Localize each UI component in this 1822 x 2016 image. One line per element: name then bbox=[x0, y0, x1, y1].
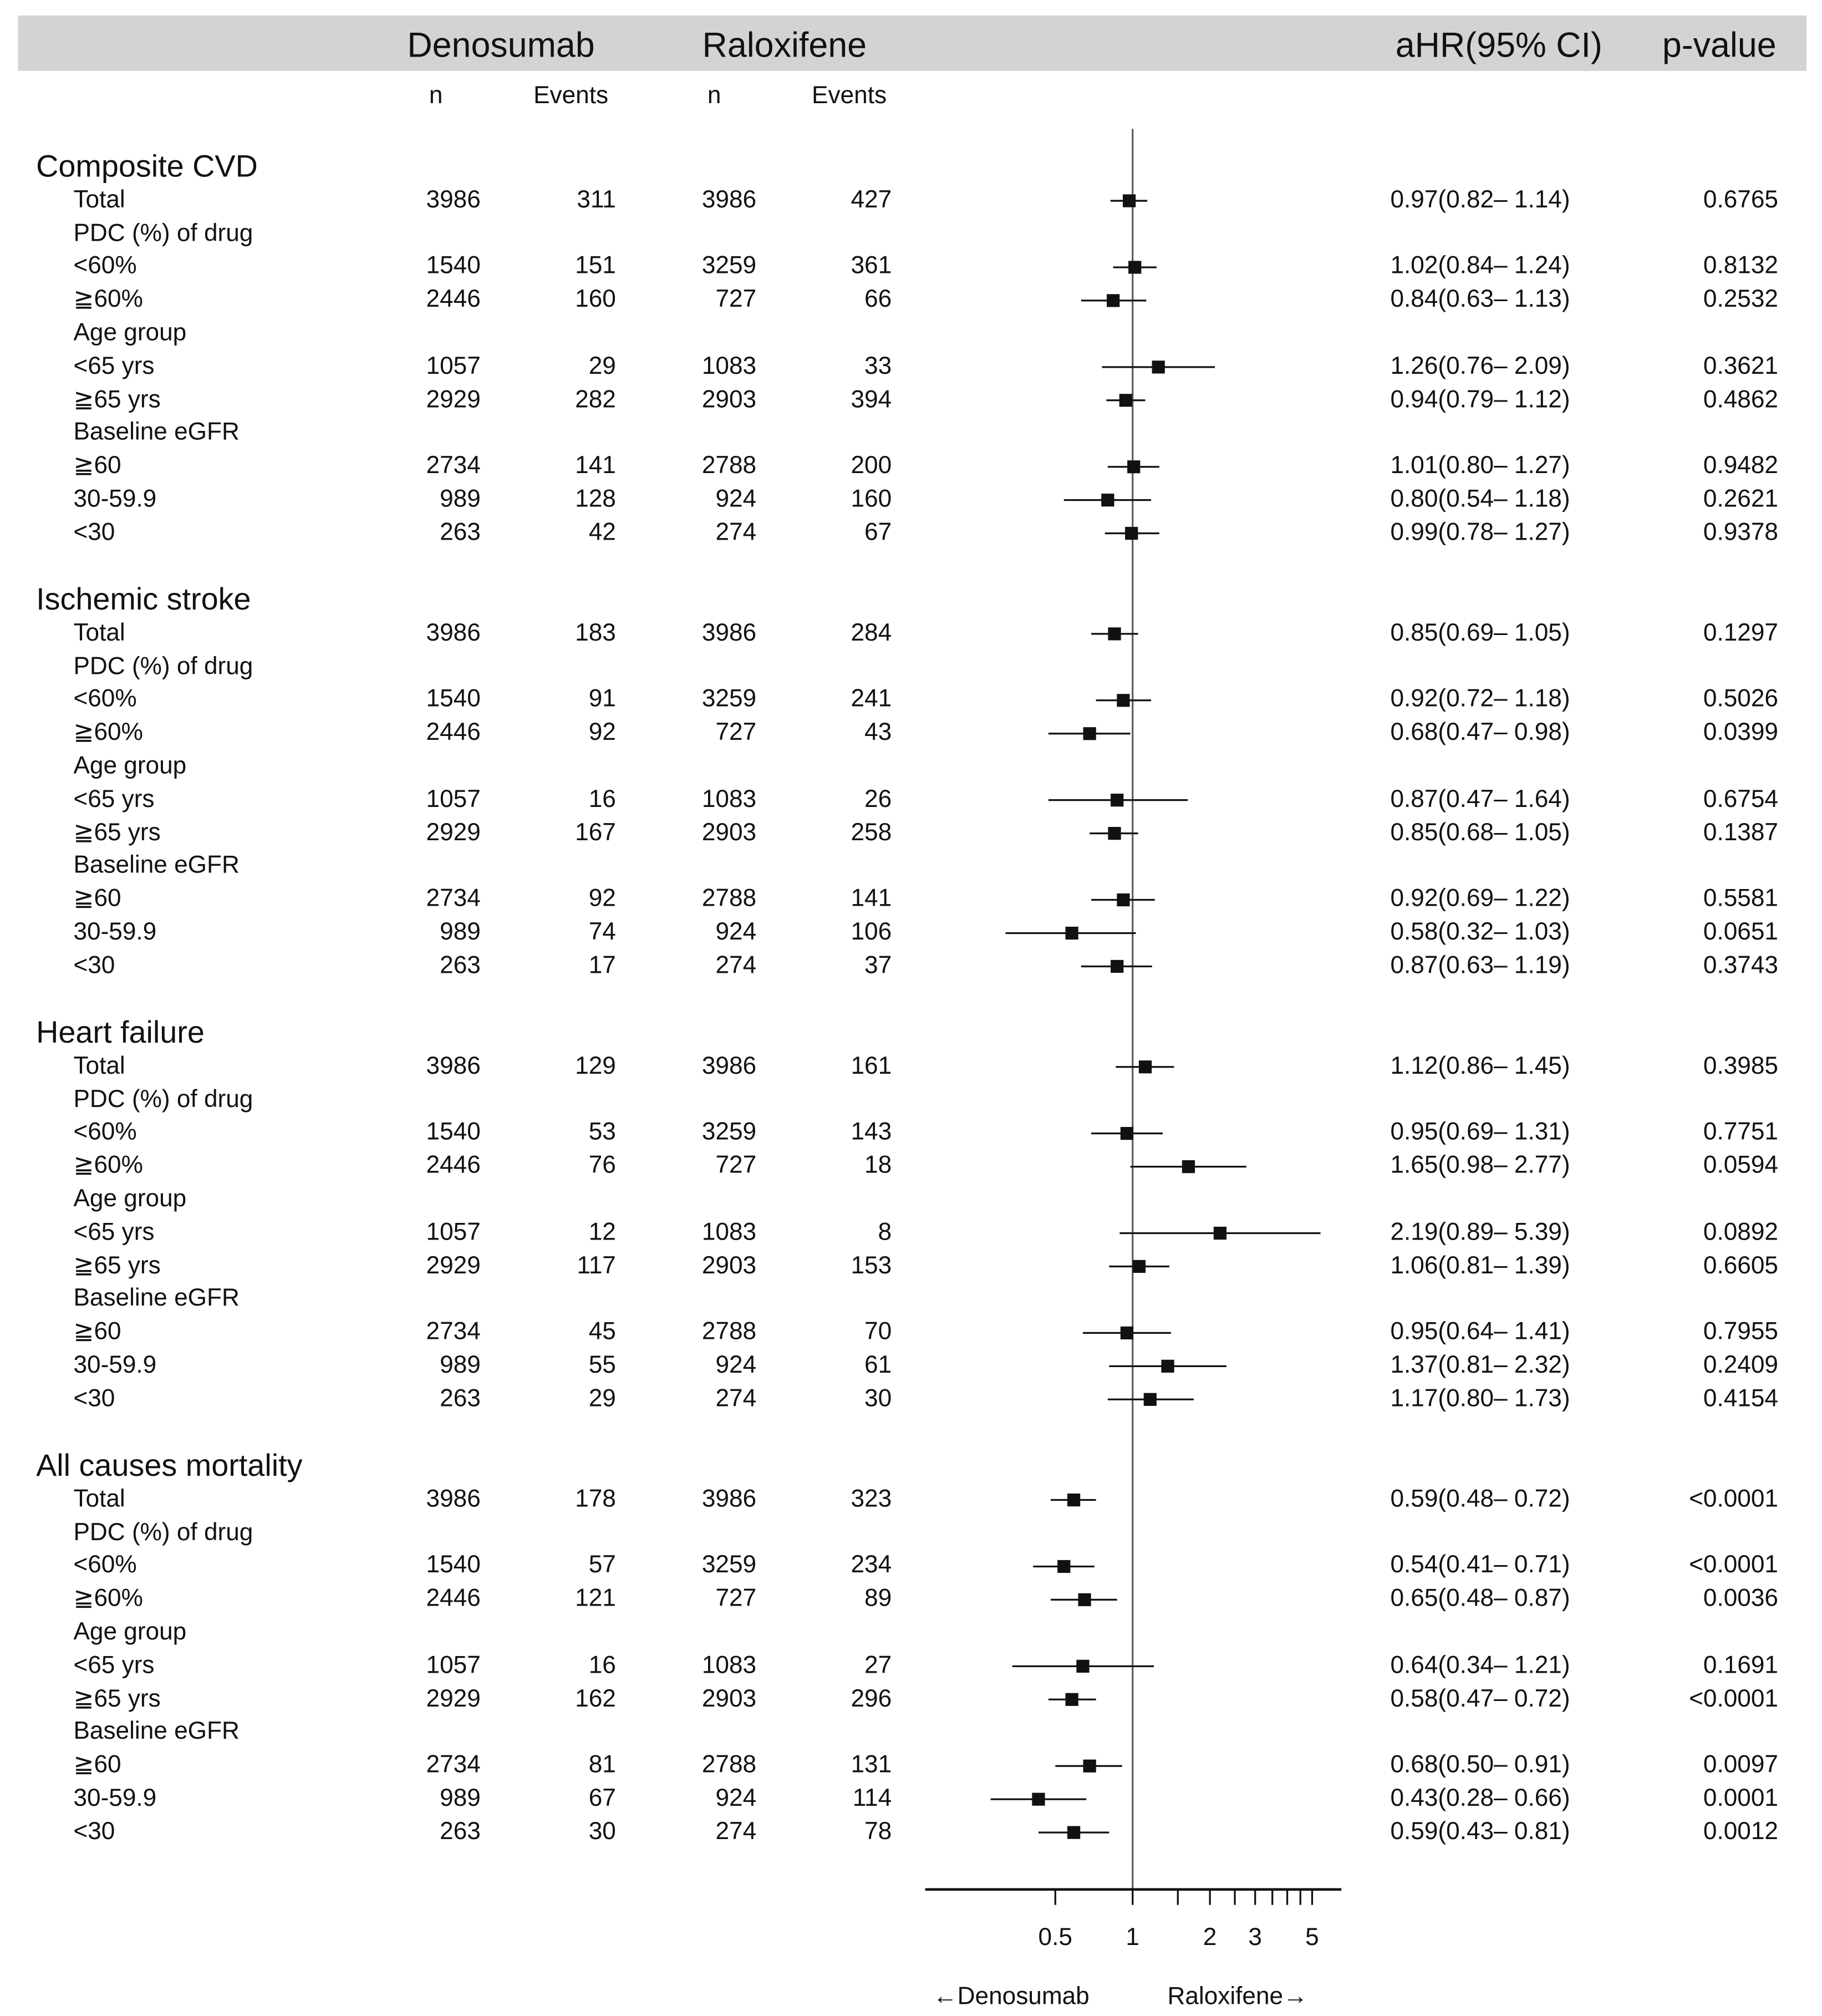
denosumab-events: 141 bbox=[575, 453, 616, 480]
p-value: <0.0001 bbox=[1689, 1552, 1778, 1580]
hr-marker bbox=[1127, 460, 1140, 473]
p-value: 0.3985 bbox=[1703, 1053, 1778, 1080]
hr-marker bbox=[1078, 1593, 1091, 1606]
denosumab-events: 121 bbox=[575, 1585, 616, 1613]
p-value: 0.6754 bbox=[1703, 786, 1778, 813]
p-value: 0.3743 bbox=[1703, 952, 1778, 979]
hr-marker bbox=[1108, 627, 1121, 640]
hr-marker bbox=[1067, 1826, 1080, 1839]
ahr-ci-text: 1.17(0.80– 1.73) bbox=[1390, 1385, 1570, 1413]
header-ahr: aHR(95% CI) bbox=[1395, 26, 1602, 65]
raloxifene-n: 2788 bbox=[701, 885, 757, 913]
row-label: ≧60% bbox=[73, 1585, 143, 1613]
hr-marker bbox=[1121, 1127, 1133, 1140]
denosumab-events: 282 bbox=[575, 386, 616, 414]
denosumab-n: 1540 bbox=[426, 253, 481, 281]
raloxifene-n: 3986 bbox=[701, 1485, 757, 1513]
hr-marker bbox=[1117, 893, 1129, 906]
ahr-ci-text: 1.26(0.76– 2.09) bbox=[1390, 353, 1570, 380]
section-title: Heart failure bbox=[36, 1015, 205, 1050]
favors-raloxifene-label: Raloxifene→ bbox=[1167, 1983, 1308, 2011]
raloxifene-n: 3986 bbox=[701, 1053, 757, 1080]
denosumab-events: 92 bbox=[588, 885, 616, 913]
row-label: Total bbox=[73, 1485, 125, 1513]
raloxifene-n: 274 bbox=[715, 1818, 757, 1846]
denosumab-n: 1540 bbox=[426, 1119, 481, 1146]
ahr-ci-text: 0.68(0.50– 0.91) bbox=[1390, 1751, 1570, 1779]
section-title: Ischemic stroke bbox=[36, 582, 251, 618]
subheader-raloxifene-events: Events bbox=[812, 82, 887, 110]
p-value: 0.3621 bbox=[1703, 353, 1778, 380]
denosumab-n: 3986 bbox=[426, 1485, 481, 1513]
denosumab-events: 30 bbox=[588, 1818, 616, 1846]
raloxifene-n: 727 bbox=[715, 719, 757, 747]
raloxifene-events: 296 bbox=[851, 1685, 892, 1713]
favors-denosumab-label: ←Denosumab bbox=[933, 1983, 1090, 2011]
denosumab-events: 16 bbox=[588, 786, 616, 813]
denosumab-events: 117 bbox=[577, 1252, 616, 1279]
denosumab-n: 2929 bbox=[426, 386, 481, 414]
denosumab-n: 2446 bbox=[426, 1585, 481, 1613]
ahr-ci-text: 1.01(0.80– 1.27) bbox=[1390, 453, 1570, 480]
ahr-ci-text: 0.59(0.43– 0.81) bbox=[1390, 1818, 1570, 1846]
denosumab-n: 1057 bbox=[426, 1218, 481, 1246]
p-value: 0.5581 bbox=[1703, 885, 1778, 913]
denosumab-events: 162 bbox=[575, 1685, 616, 1713]
group-label: Age group bbox=[73, 1185, 187, 1213]
denosumab-n: 3986 bbox=[426, 619, 481, 647]
denosumab-n: 2929 bbox=[426, 1685, 481, 1713]
denosumab-n: 3986 bbox=[426, 186, 481, 214]
denosumab-events: 178 bbox=[575, 1485, 616, 1513]
denosumab-events: 81 bbox=[588, 1751, 616, 1779]
raloxifene-events: 160 bbox=[851, 486, 892, 513]
hr-marker bbox=[1107, 294, 1119, 307]
raloxifene-events: 30 bbox=[864, 1385, 892, 1413]
denosumab-n: 2734 bbox=[426, 453, 481, 480]
hr-marker bbox=[1117, 694, 1129, 707]
raloxifene-events: 241 bbox=[851, 686, 892, 714]
ahr-ci-text: 0.87(0.47– 1.64) bbox=[1390, 786, 1570, 813]
raloxifene-n: 924 bbox=[715, 1352, 757, 1379]
row-label: 30-59.9 bbox=[73, 918, 157, 946]
raloxifene-n: 727 bbox=[715, 1585, 757, 1613]
denosumab-events: 128 bbox=[575, 486, 616, 513]
raloxifene-events: 141 bbox=[851, 885, 892, 913]
raloxifene-events: 67 bbox=[864, 519, 892, 546]
row-label: <65 yrs bbox=[73, 1218, 155, 1246]
ahr-ci-text: 0.58(0.32– 1.03) bbox=[1390, 918, 1570, 946]
raloxifene-n: 727 bbox=[715, 286, 757, 314]
raloxifene-events: 284 bbox=[851, 619, 892, 647]
raloxifene-events: 78 bbox=[864, 1818, 892, 1846]
hr-marker bbox=[1067, 1494, 1080, 1506]
denosumab-events: 29 bbox=[588, 353, 616, 380]
hr-marker bbox=[1066, 1693, 1078, 1706]
p-value: 0.1297 bbox=[1703, 619, 1778, 647]
denosumab-events: 129 bbox=[575, 1053, 616, 1080]
denosumab-n: 1057 bbox=[426, 353, 481, 380]
ahr-ci-text: 0.84(0.63– 1.13) bbox=[1390, 286, 1570, 314]
hr-marker bbox=[1128, 261, 1141, 273]
row-label: ≧60 bbox=[73, 1318, 121, 1346]
denosumab-n: 1057 bbox=[426, 786, 481, 813]
row-label: 30-59.9 bbox=[73, 486, 157, 513]
raloxifene-n: 274 bbox=[715, 952, 757, 979]
row-label: ≧60 bbox=[73, 885, 121, 913]
header-raloxifene: Raloxifene bbox=[702, 26, 867, 65]
hr-marker bbox=[1111, 960, 1123, 973]
denosumab-n: 2734 bbox=[426, 1318, 481, 1346]
denosumab-n: 2446 bbox=[426, 719, 481, 747]
hr-marker bbox=[1133, 1260, 1146, 1273]
raloxifene-events: 18 bbox=[864, 1152, 892, 1180]
raloxifene-events: 8 bbox=[878, 1218, 892, 1246]
p-value: 0.0097 bbox=[1703, 1751, 1778, 1779]
raloxifene-events: 200 bbox=[851, 453, 892, 480]
denosumab-events: 29 bbox=[588, 1385, 616, 1413]
p-value: 0.0892 bbox=[1703, 1218, 1778, 1246]
hr-marker bbox=[1152, 360, 1165, 373]
ahr-ci-text: 0.95(0.69– 1.31) bbox=[1390, 1119, 1570, 1146]
raloxifene-n: 3986 bbox=[701, 619, 757, 647]
raloxifene-n: 1083 bbox=[701, 786, 757, 813]
header-denosumab: Denosumab bbox=[407, 26, 595, 65]
p-value: 0.9482 bbox=[1703, 453, 1778, 480]
p-value: 0.2621 bbox=[1703, 486, 1778, 513]
subheader-denosumab-n: n bbox=[429, 82, 443, 110]
raloxifene-n: 1083 bbox=[701, 353, 757, 380]
hr-marker bbox=[1076, 1660, 1089, 1673]
raloxifene-n: 2903 bbox=[701, 1685, 757, 1713]
p-value: 0.0036 bbox=[1703, 1585, 1778, 1613]
row-label: <60% bbox=[73, 1119, 137, 1146]
raloxifene-events: 89 bbox=[864, 1585, 892, 1613]
group-label: Age group bbox=[73, 753, 187, 780]
p-value: 0.7751 bbox=[1703, 1119, 1778, 1146]
denosumab-events: 160 bbox=[575, 286, 616, 314]
p-value: 0.1387 bbox=[1703, 819, 1778, 846]
raloxifene-n: 2788 bbox=[701, 453, 757, 480]
raloxifene-n: 924 bbox=[715, 486, 757, 513]
hr-marker bbox=[1123, 194, 1136, 207]
denosumab-n: 989 bbox=[440, 918, 481, 946]
ahr-ci-text: 0.87(0.63– 1.19) bbox=[1390, 952, 1570, 979]
denosumab-events: 17 bbox=[588, 952, 616, 979]
denosumab-events: 55 bbox=[588, 1352, 616, 1379]
ahr-ci-text: 1.12(0.86– 1.45) bbox=[1390, 1053, 1570, 1080]
denosumab-events: 45 bbox=[588, 1318, 616, 1346]
hr-marker bbox=[1108, 827, 1121, 840]
raloxifene-n: 3259 bbox=[701, 686, 757, 714]
hr-marker bbox=[1139, 1060, 1152, 1073]
row-label: ≧60% bbox=[73, 286, 143, 314]
raloxifene-n: 924 bbox=[715, 1785, 757, 1812]
row-label: <30 bbox=[73, 519, 115, 546]
raloxifene-events: 143 bbox=[851, 1119, 892, 1146]
ahr-ci-text: 0.65(0.48– 0.87) bbox=[1390, 1585, 1570, 1613]
raloxifene-events: 70 bbox=[864, 1318, 892, 1346]
denosumab-events: 76 bbox=[588, 1152, 616, 1180]
denosumab-n: 263 bbox=[440, 1385, 481, 1413]
raloxifene-events: 323 bbox=[851, 1485, 892, 1513]
raloxifene-events: 131 bbox=[851, 1751, 892, 1779]
row-label: ≧60% bbox=[73, 719, 143, 747]
ahr-ci-text: 0.80(0.54– 1.18) bbox=[1390, 486, 1570, 513]
group-label: Baseline eGFR bbox=[73, 1285, 240, 1313]
row-label: <60% bbox=[73, 1552, 137, 1580]
row-label: ≧60% bbox=[73, 1152, 143, 1180]
header-pvalue: p-value bbox=[1662, 26, 1777, 65]
raloxifene-events: 258 bbox=[851, 819, 892, 846]
row-label: ≧60 bbox=[73, 1751, 121, 1779]
denosumab-events: 16 bbox=[588, 1652, 616, 1679]
raloxifene-events: 394 bbox=[851, 386, 892, 414]
x-tick-label: 0.5 bbox=[1038, 1924, 1072, 1952]
x-tick-label: 3 bbox=[1248, 1924, 1262, 1952]
hr-marker bbox=[1057, 1560, 1070, 1573]
raloxifene-n: 3259 bbox=[701, 1119, 757, 1146]
raloxifene-n: 3986 bbox=[701, 186, 757, 214]
raloxifene-events: 153 bbox=[851, 1252, 892, 1279]
raloxifene-n: 924 bbox=[715, 918, 757, 946]
raloxifene-n: 1083 bbox=[701, 1218, 757, 1246]
p-value: 0.0012 bbox=[1703, 1818, 1778, 1846]
row-label: <65 yrs bbox=[73, 1652, 155, 1679]
raloxifene-n: 2903 bbox=[701, 1252, 757, 1279]
hr-marker bbox=[1119, 394, 1132, 407]
ahr-ci-text: 1.02(0.84– 1.24) bbox=[1390, 253, 1570, 281]
x-tick-label: 1 bbox=[1126, 1924, 1139, 1952]
denosumab-n: 263 bbox=[440, 519, 481, 546]
row-label: 30-59.9 bbox=[73, 1352, 157, 1379]
ahr-ci-text: 1.37(0.81– 2.32) bbox=[1390, 1352, 1570, 1379]
p-value: 0.1691 bbox=[1703, 1652, 1778, 1679]
p-value: 0.0651 bbox=[1703, 918, 1778, 946]
p-value: 0.2532 bbox=[1703, 286, 1778, 314]
raloxifene-n: 2903 bbox=[701, 386, 757, 414]
row-label: 30-59.9 bbox=[73, 1785, 157, 1812]
hr-marker bbox=[1066, 927, 1078, 940]
ahr-ci-text: 0.99(0.78– 1.27) bbox=[1390, 519, 1570, 546]
denosumab-events: 67 bbox=[588, 1785, 616, 1812]
ahr-ci-text: 0.92(0.69– 1.22) bbox=[1390, 885, 1570, 913]
denosumab-n: 2929 bbox=[426, 1252, 481, 1279]
hr-marker bbox=[1161, 1360, 1174, 1373]
denosumab-n: 989 bbox=[440, 486, 481, 513]
x-tick-label: 5 bbox=[1305, 1924, 1319, 1952]
row-label: <30 bbox=[73, 1818, 115, 1846]
ahr-ci-text: 0.54(0.41– 0.71) bbox=[1390, 1552, 1570, 1580]
subheader-raloxifene-n: n bbox=[707, 82, 721, 110]
p-value: <0.0001 bbox=[1689, 1685, 1778, 1713]
hr-marker bbox=[1111, 794, 1123, 806]
group-label: PDC (%) of drug bbox=[73, 1086, 253, 1113]
denosumab-n: 2734 bbox=[426, 885, 481, 913]
group-label: Age group bbox=[73, 319, 187, 347]
p-value: 0.0001 bbox=[1703, 1785, 1778, 1812]
raloxifene-events: 66 bbox=[864, 286, 892, 314]
x-tick-label: 2 bbox=[1203, 1924, 1217, 1952]
p-value: 0.0594 bbox=[1703, 1152, 1778, 1180]
ahr-ci-text: 1.65(0.98– 2.77) bbox=[1390, 1152, 1570, 1180]
p-value: 0.7955 bbox=[1703, 1318, 1778, 1346]
denosumab-events: 151 bbox=[575, 253, 616, 281]
hr-marker bbox=[1083, 1760, 1096, 1773]
group-label: Age group bbox=[73, 1618, 187, 1646]
subheader-denosumab-events: Events bbox=[533, 82, 609, 110]
denosumab-n: 263 bbox=[440, 952, 481, 979]
row-label: <65 yrs bbox=[73, 786, 155, 813]
group-label: Baseline eGFR bbox=[73, 852, 240, 880]
denosumab-events: 42 bbox=[588, 519, 616, 546]
hr-marker bbox=[1121, 1327, 1133, 1339]
raloxifene-n: 3259 bbox=[701, 1552, 757, 1580]
raloxifene-events: 427 bbox=[851, 186, 892, 214]
ahr-ci-text: 0.97(0.82– 1.14) bbox=[1390, 186, 1570, 214]
hr-marker bbox=[1083, 727, 1096, 740]
row-label: ≧65 yrs bbox=[73, 819, 161, 846]
group-label: PDC (%) of drug bbox=[73, 1519, 253, 1546]
row-label: <60% bbox=[73, 686, 137, 714]
denosumab-n: 989 bbox=[440, 1352, 481, 1379]
denosumab-n: 2446 bbox=[426, 286, 481, 314]
ahr-ci-text: 0.59(0.48– 0.72) bbox=[1390, 1485, 1570, 1513]
hr-marker bbox=[1032, 1793, 1045, 1806]
group-label: PDC (%) of drug bbox=[73, 220, 253, 247]
raloxifene-events: 37 bbox=[864, 952, 892, 979]
raloxifene-n: 2788 bbox=[701, 1318, 757, 1346]
hr-marker bbox=[1144, 1393, 1157, 1406]
raloxifene-n: 274 bbox=[715, 519, 757, 546]
ahr-ci-text: 0.92(0.72– 1.18) bbox=[1390, 686, 1570, 714]
ahr-ci-text: 0.64(0.34– 1.21) bbox=[1390, 1652, 1570, 1679]
row-label: <30 bbox=[73, 1385, 115, 1413]
denosumab-events: 91 bbox=[588, 686, 616, 714]
raloxifene-n: 2788 bbox=[701, 1751, 757, 1779]
row-label: ≧65 yrs bbox=[73, 1685, 161, 1713]
row-label: Total bbox=[73, 619, 125, 647]
denosumab-events: 53 bbox=[588, 1119, 616, 1146]
section-title: Composite CVD bbox=[36, 149, 258, 185]
ahr-ci-text: 0.85(0.69– 1.05) bbox=[1390, 619, 1570, 647]
p-value: 0.0399 bbox=[1703, 719, 1778, 747]
ahr-ci-text: 0.43(0.28– 0.66) bbox=[1390, 1785, 1570, 1812]
row-label: Total bbox=[73, 186, 125, 214]
p-value: 0.4154 bbox=[1703, 1385, 1778, 1413]
ahr-ci-text: 0.94(0.79– 1.12) bbox=[1390, 386, 1570, 414]
p-value: 0.6765 bbox=[1703, 186, 1778, 214]
hr-marker bbox=[1214, 1227, 1226, 1240]
hr-marker bbox=[1182, 1160, 1195, 1173]
ahr-ci-text: 0.58(0.47– 0.72) bbox=[1390, 1685, 1570, 1713]
denosumab-n: 2929 bbox=[426, 819, 481, 846]
denosumab-n: 989 bbox=[440, 1785, 481, 1812]
group-label: PDC (%) of drug bbox=[73, 653, 253, 681]
p-value: 0.9378 bbox=[1703, 519, 1778, 546]
ahr-ci-text: 1.06(0.81– 1.39) bbox=[1390, 1252, 1570, 1279]
denosumab-events: 311 bbox=[577, 186, 616, 214]
raloxifene-events: 26 bbox=[864, 786, 892, 813]
denosumab-n: 2446 bbox=[426, 1152, 481, 1180]
raloxifene-n: 3259 bbox=[701, 253, 757, 281]
p-value: 0.4862 bbox=[1703, 386, 1778, 414]
ahr-ci-text: 0.85(0.68– 1.05) bbox=[1390, 819, 1570, 846]
raloxifene-n: 2903 bbox=[701, 819, 757, 846]
raloxifene-events: 161 bbox=[851, 1053, 892, 1080]
ahr-ci-text: 0.95(0.64– 1.41) bbox=[1390, 1318, 1570, 1346]
raloxifene-events: 61 bbox=[864, 1352, 892, 1379]
raloxifene-events: 33 bbox=[864, 353, 892, 380]
p-value: 0.5026 bbox=[1703, 686, 1778, 714]
denosumab-events: 92 bbox=[588, 719, 616, 747]
row-label: Total bbox=[73, 1053, 125, 1080]
denosumab-events: 57 bbox=[588, 1552, 616, 1580]
row-label: ≧65 yrs bbox=[73, 1252, 161, 1279]
group-label: Baseline eGFR bbox=[73, 1718, 240, 1746]
raloxifene-events: 114 bbox=[852, 1785, 892, 1812]
denosumab-events: 74 bbox=[588, 918, 616, 946]
denosumab-n: 1540 bbox=[426, 686, 481, 714]
ahr-ci-text: 0.68(0.47– 0.98) bbox=[1390, 719, 1570, 747]
p-value: 0.6605 bbox=[1703, 1252, 1778, 1279]
denosumab-events: 167 bbox=[575, 819, 616, 846]
denosumab-n: 1540 bbox=[426, 1552, 481, 1580]
row-label: <30 bbox=[73, 952, 115, 979]
group-label: Baseline eGFR bbox=[73, 419, 240, 446]
denosumab-n: 3986 bbox=[426, 1053, 481, 1080]
raloxifene-events: 106 bbox=[851, 918, 892, 946]
denosumab-events: 12 bbox=[588, 1218, 616, 1246]
ahr-ci-text: 2.19(0.89– 5.39) bbox=[1390, 1218, 1570, 1246]
row-label: ≧65 yrs bbox=[73, 386, 161, 414]
hr-marker bbox=[1101, 494, 1114, 506]
row-label: <60% bbox=[73, 253, 137, 281]
raloxifene-n: 727 bbox=[715, 1152, 757, 1180]
denosumab-n: 263 bbox=[440, 1818, 481, 1846]
raloxifene-events: 234 bbox=[851, 1552, 892, 1580]
denosumab-events: 183 bbox=[575, 619, 616, 647]
p-value: <0.0001 bbox=[1689, 1485, 1778, 1513]
raloxifene-n: 1083 bbox=[701, 1652, 757, 1679]
row-label: <65 yrs bbox=[73, 353, 155, 380]
p-value: 0.2409 bbox=[1703, 1352, 1778, 1379]
section-title: All causes mortality bbox=[36, 1449, 303, 1484]
raloxifene-events: 361 bbox=[851, 253, 892, 281]
raloxifene-events: 27 bbox=[864, 1652, 892, 1679]
denosumab-n: 1057 bbox=[426, 1652, 481, 1679]
raloxifene-n: 274 bbox=[715, 1385, 757, 1413]
p-value: 0.8132 bbox=[1703, 253, 1778, 281]
row-label: ≧60 bbox=[73, 453, 121, 480]
denosumab-n: 2734 bbox=[426, 1751, 481, 1779]
raloxifene-events: 43 bbox=[864, 719, 892, 747]
hr-marker bbox=[1125, 527, 1138, 540]
